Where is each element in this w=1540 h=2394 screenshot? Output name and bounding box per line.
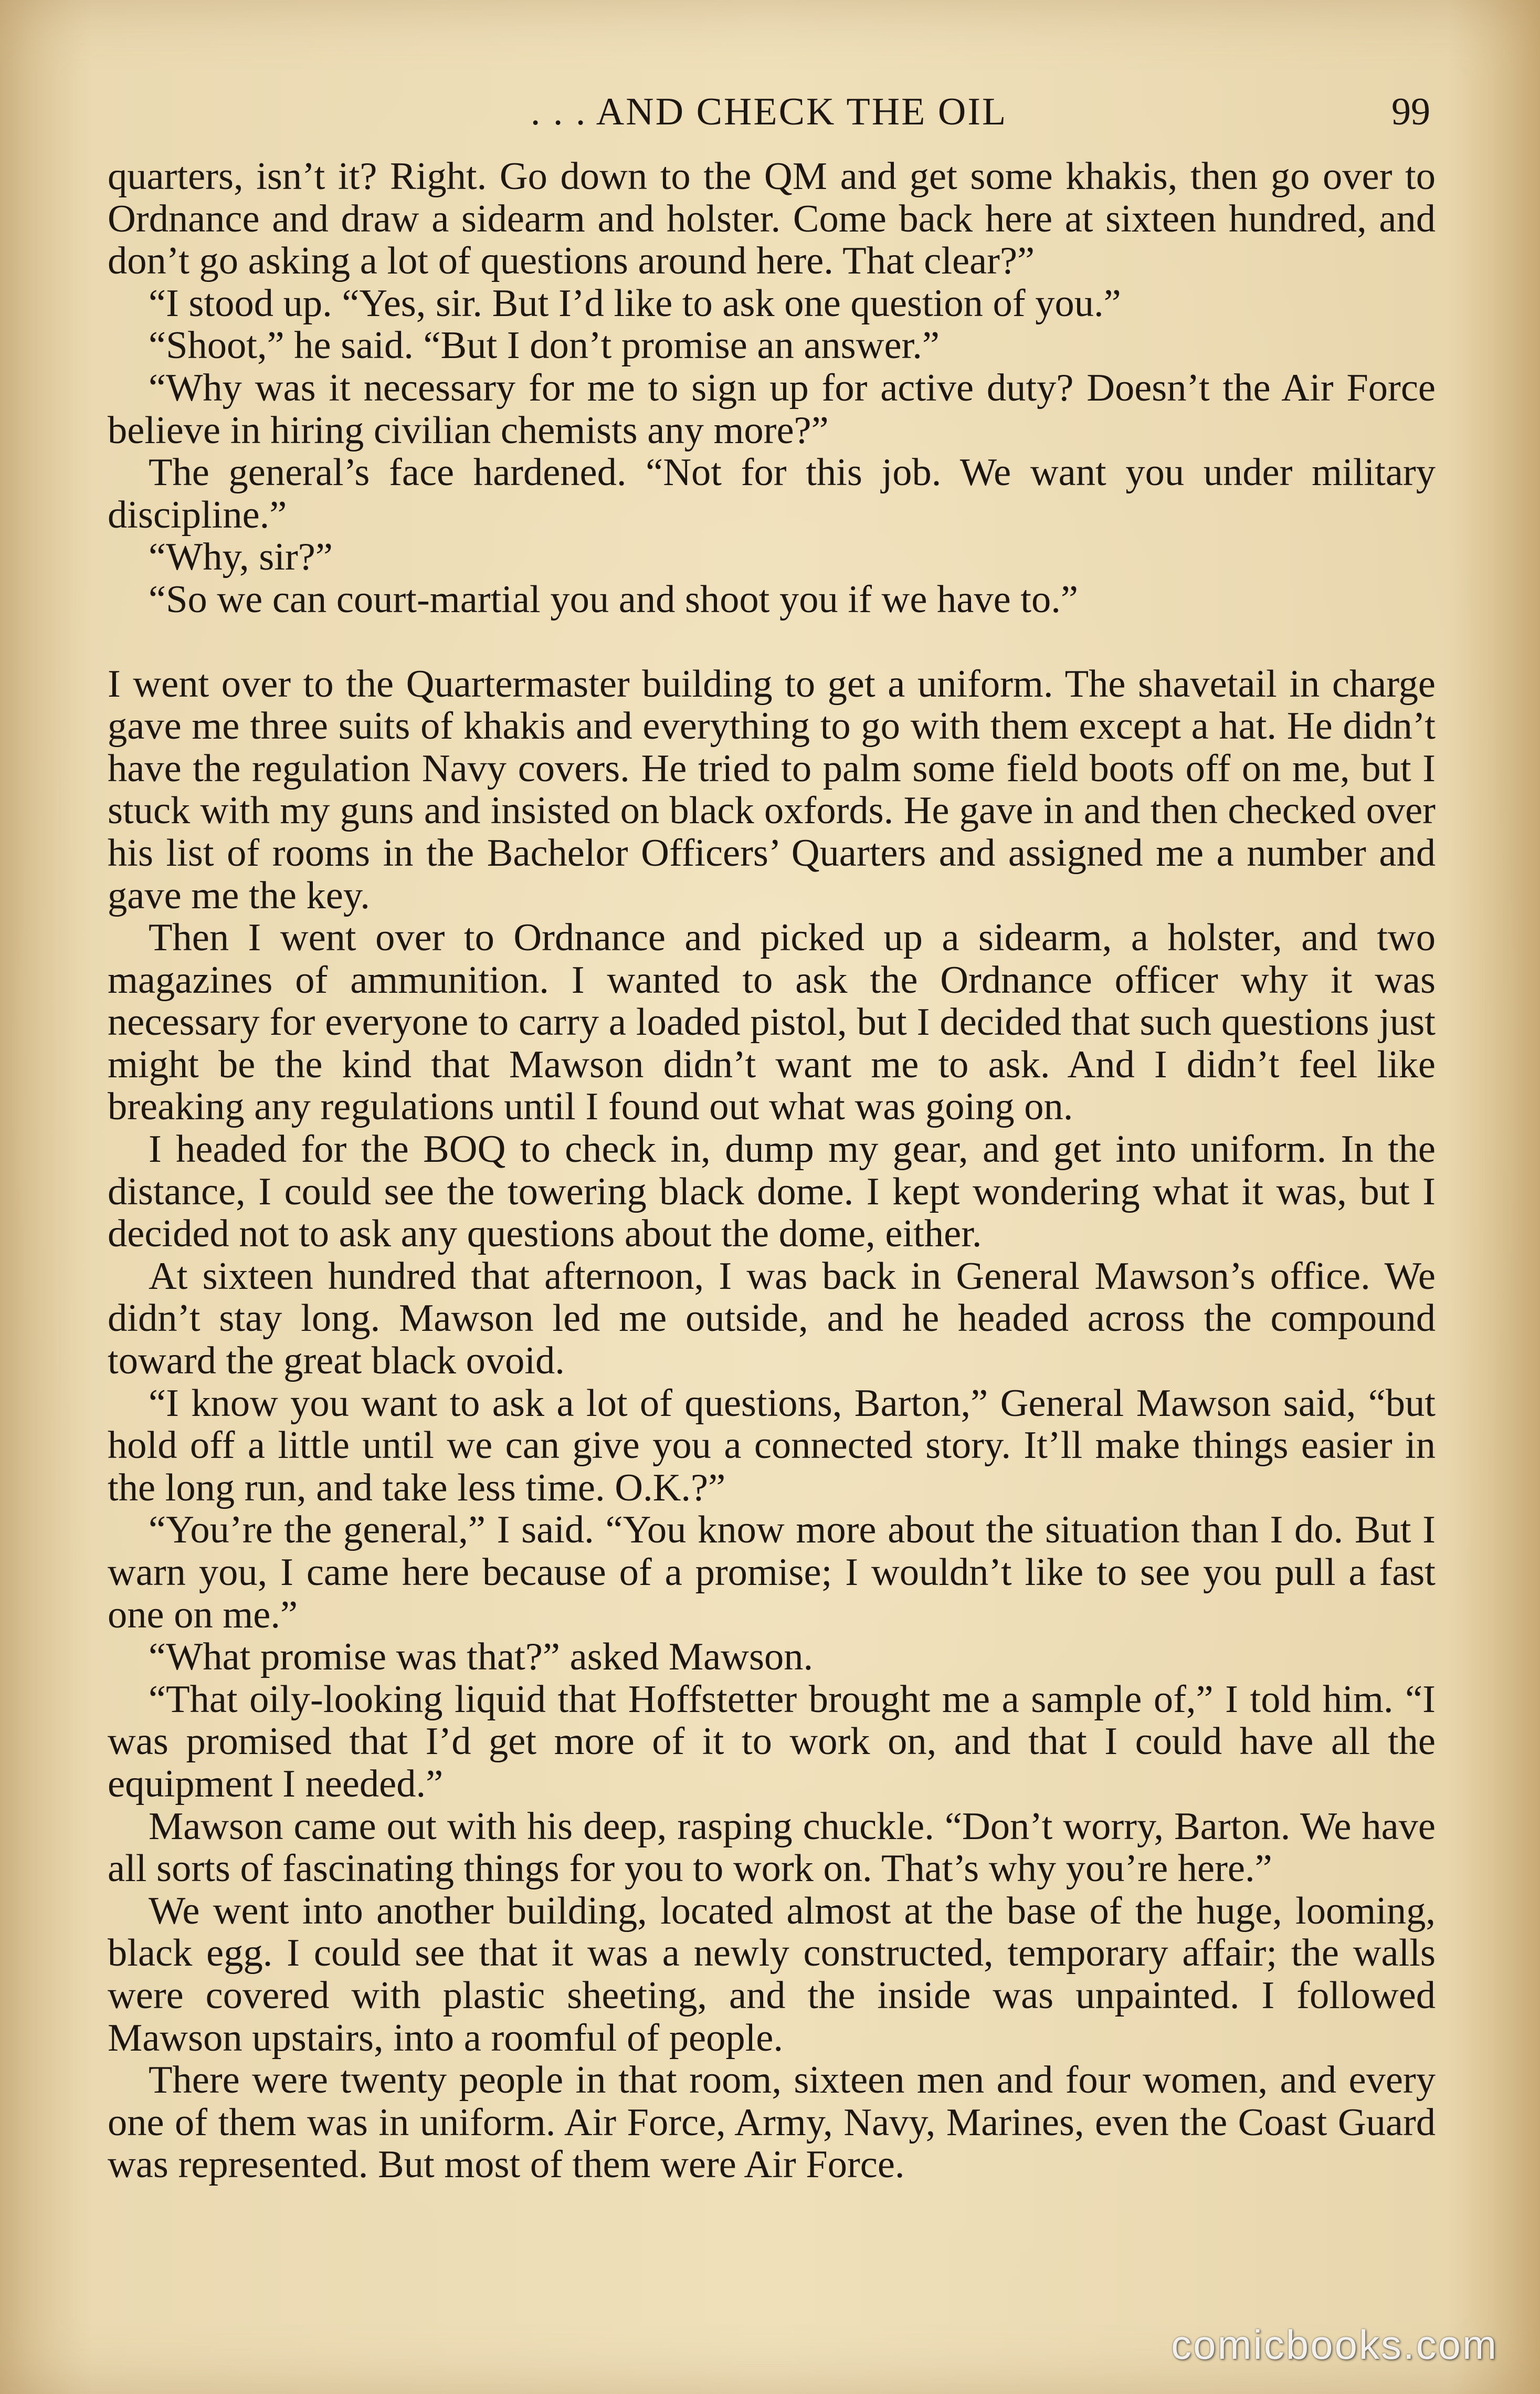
paragraph-4: “Why was it necessary for me to sign up for active duty? Doesn’t the Air Force believe in hiring civilian chemists any more?” (108, 366, 1436, 452)
paragraph-14: “What promise was that?” asked Mawson. (149, 1635, 814, 1679)
paragraph-11: At sixteen hundred that afternoon, I was back in General Mawson’s office. We didn’t stay long. Mawson led me outside, and he headed across the compound toward the great black ovoid. (108, 1254, 1436, 1383)
paragraph-7: “So we can court-martial you and shoot you if we have to.” (149, 578, 1078, 621)
paragraph-1: quarters, isn’t it? Right. Go down to the QM and get some khakis, then go over to Ordnance and draw a sidearm and holster. Come back here at sixteen hundred, and don’t go asking a lot of questions around here. That clear?” (108, 155, 1436, 283)
paragraph-12: “I know you want to ask a lot of questions, Barton,” General Mawson said, “but hold off a little until we can give you a connected story. It’ll make things easier in the long run, and take less time. O.K.?” (108, 1381, 1436, 1509)
paragraph-13: “You’re the general,” I said. “You know more about the situation than I do. But I warn you, I came here because of a promise; I wouldn’t like to see you pull a fast one on me.” (108, 1508, 1436, 1636)
paragraph-16: Mawson came out with his deep, rasping chuckle. “Don’t worry, Barton. We have all sorts of fascinating things for you to work on. That’s why you’re here.” (108, 1804, 1436, 1891)
paragraph-3: “Shoot,” he said. “But I don’t promise an answer.” (149, 324, 940, 368)
paragraph-9: Then I went over to Ordnance and picked up a sidearm, a holster, and two magazines of ammunition. I wanted to ask the Ordnance officer why it was necessary for everyone to carry a loaded pistol, but I decided that such questions just might be the kind that Mawson didn’t want me to ask. And I didn’t feel like breaking any regulations until I found out what was going on. (108, 916, 1436, 1129)
page-number: 99 (1391, 90, 1430, 133)
body-text (108, 155, 1436, 2186)
paragraph-6: “Why, sir?” (149, 536, 333, 579)
paragraph-17: We went into another building, located almost at the base of the huge, looming, black egg. I could see that it was a newly constructed, temporary affair; the walls were covered with plastic sheeting, and the inside was unpainted. I followed Mawson upstairs, into a roomful of people. (108, 1889, 1436, 2060)
page-header (108, 88, 1430, 135)
paragraph-10: I headed for the BOQ to check in, dump my gear, and get into uniform. In the distance, I could see the towering black dome. I kept wondering what it was, but I decided not to ask any questions about the dome, either. (108, 1128, 1436, 1256)
watermark: comicbooks.com (1171, 2322, 1498, 2368)
paragraph-5: The general’s face hardened. “Not for this job. We want you under military discipline.” (108, 451, 1436, 537)
paragraph-8: I went over to the Quartermaster building to get a uniform. The shavetail in charge gave me three suits of khakis and everything to go with them except a hat. He didn’t have the regulation Navy covers. He tried to palm some field boots off on me, but I stuck with my guns and insisted on black oxfords. He gave in and then checked over his list of rooms in the Bachelor Officers’ Quarters and assigned me a number and gave me the key. (108, 662, 1436, 917)
paragraph-18: There were twenty people in that room, sixteen men and four women, and every one of them was in uniform. Air Force, Army, Navy, Marines, even the Coast Guard was represented. But most of them were Air Force. (108, 2059, 1436, 2187)
running-head: . . . AND CHECK THE OIL (530, 90, 1008, 133)
paragraph-15: “That oily-looking liquid that Hoffstetter brought me a sample of,” I told him. “I was promised that I’d get more of it to work on, and that I could have all the equipment I needed.” (108, 1677, 1436, 1805)
paragraph-2: “I stood up. “Yes, sir. But I’d like to ask one question of you.” (149, 281, 1121, 325)
